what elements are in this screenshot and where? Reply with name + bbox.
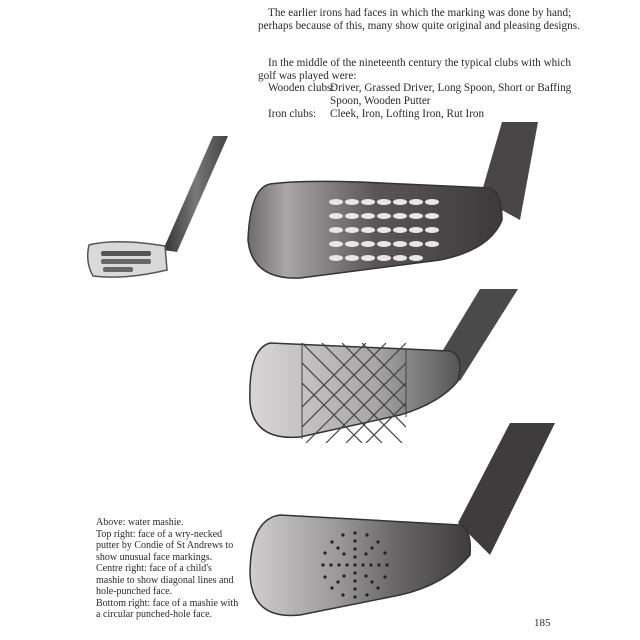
iron-clubs-list: Cleek, Iron, Lofting Iron, Rut Iron: [330, 108, 485, 120]
caption-line: a circular punched-hole face.: [96, 609, 213, 620]
water-mashie-image: [85, 130, 235, 290]
wooden-clubs-list: Driver, Grassed Driver, Long Spoon, Short or Baffing Spoon, Wooden Putter: [330, 82, 572, 107]
wry-necked-putter-image: [240, 120, 550, 290]
clubs-intro-paragraph: In the middle of the nineteenth century the typical clubs with which golf was played were:: [258, 57, 571, 82]
figure-caption: [96, 517, 256, 621]
caption-line: Centre right: face of a child's: [96, 563, 212, 574]
caption-line: show unusual face markings.: [96, 551, 213, 563]
caption-line: hole-punched face.: [96, 586, 173, 597]
punched-hole-mashie-image: [240, 415, 570, 620]
caption-line: putter by Condie of St Andrews to: [96, 540, 234, 551]
caption-line: mashie to show diagonal lines and: [96, 574, 234, 586]
iron-clubs-label: Iron clubs:: [268, 108, 317, 120]
caption-line: Bottom right: face of a mashie with: [96, 597, 239, 609]
intro-paragraph: The earlier irons had faces in which the marking was done by hand; perhaps because of this, many show quite original and pleasing designs.: [258, 7, 580, 32]
caption-line: Above: water mashie.: [96, 517, 184, 528]
caption-line: Top right: face of a wry-necked: [96, 528, 223, 540]
wooden-clubs-label: Wooden clubs:: [268, 82, 335, 94]
page-number: 185: [534, 617, 551, 629]
